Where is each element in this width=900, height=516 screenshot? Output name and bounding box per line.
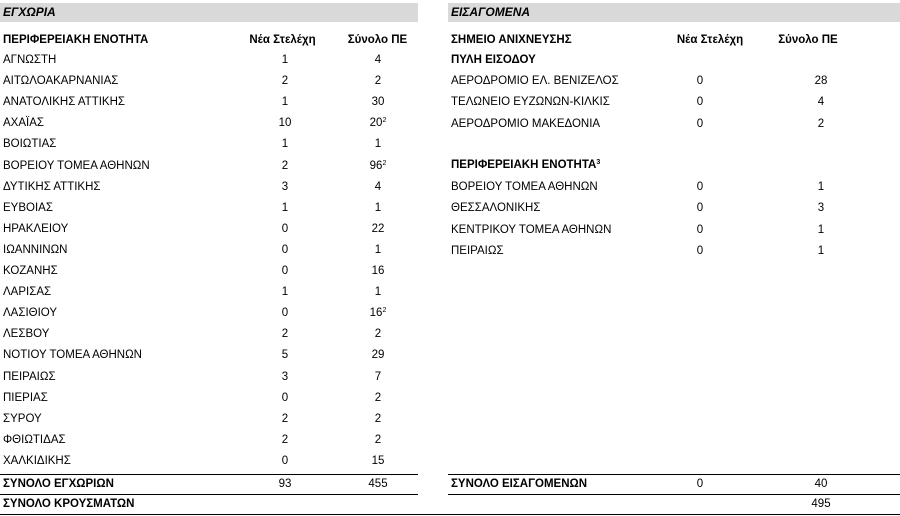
footnote-marker: 2 xyxy=(382,159,387,167)
region-name: ΔΥΤΙΚΗΣ ΑΤΤΙΚΗΣ xyxy=(3,180,101,193)
new-cases-value: 2 xyxy=(281,412,289,425)
region-name: ΠΕΙΡΑΙΩΣ xyxy=(451,244,504,257)
region-name: ΧΑΛΚΙΔΙΚΗΣ xyxy=(3,454,71,467)
total-value-cell xyxy=(343,430,413,451)
total-value: 2 xyxy=(374,433,382,446)
total-value-cell xyxy=(343,92,413,113)
table-row xyxy=(0,219,418,240)
total-value: 2 xyxy=(374,412,382,425)
table-row xyxy=(448,114,900,135)
domestic-total-new: 93 xyxy=(278,478,292,490)
region-name: ΑΧΑΪΑΣ xyxy=(3,117,44,130)
new-cases-value: 0 xyxy=(281,454,289,467)
table-row xyxy=(0,240,418,261)
new-cases-value: 0 xyxy=(281,222,289,235)
region-name: ΠΕΙΡΑΙΩΣ xyxy=(3,370,56,383)
new-cases-value: 0 xyxy=(696,244,704,257)
region-name: ΦΘΙΩΤΙΔΑΣ xyxy=(3,433,66,446)
table-row xyxy=(0,50,418,71)
region-name: ΣΥΡΟΥ xyxy=(3,412,42,425)
region-name: ΙΩΑΝΝΙΝΩΝ xyxy=(3,243,68,256)
total-value-cell xyxy=(343,367,413,388)
total-value: 1 xyxy=(817,244,825,257)
total-value: 2 xyxy=(817,117,825,130)
total-value: 2 xyxy=(374,391,382,404)
imported-total-label: ΣΥΝΟΛΟ ΕΙΣΑΓΟΜΕΝΩΝ xyxy=(451,478,588,490)
imported-total-new: 0 xyxy=(696,478,704,490)
domestic-total-row xyxy=(0,474,418,495)
table-row xyxy=(0,303,418,324)
region-name: ΚΕΝΤΡΙΚΟΥ ΤΟΜΕΑ ΑΘΗΝΩΝ xyxy=(451,223,612,236)
new-cases-column-header: Νέα Στελέχη xyxy=(249,34,316,46)
region-name: ΘΕΣΣΑΛΟΝΙΚΗΣ xyxy=(451,202,541,215)
total-value-cell xyxy=(343,240,413,261)
entry-point-name: ΑΕΡΟΔΡΟΜΙΟ ΕΛ. ΒΕΝΙΖΕΛΟΣ xyxy=(451,75,619,87)
table-row xyxy=(0,451,418,472)
footnote-marker: 2 xyxy=(382,307,387,315)
grand-total-label: ΣΥΝΟΛΟ ΚΡΟΥΣΜΑΤΩΝ xyxy=(3,498,135,510)
total-value: 1 xyxy=(817,181,825,193)
new-cases-value: 0 xyxy=(696,223,704,236)
total-value: 3 xyxy=(817,202,825,215)
table-row xyxy=(448,92,900,113)
new-cases-value: 0 xyxy=(696,117,704,130)
total-value-cell xyxy=(343,345,413,366)
table-row xyxy=(0,388,418,409)
total-value: 2 xyxy=(374,75,382,88)
grand-total-value: 495 xyxy=(811,498,831,510)
table-row xyxy=(0,198,418,219)
table-row xyxy=(0,156,418,177)
point-column-header: ΣΗΜΕΙΟ ΑΝΙΧΝΕΥΣΗΣ xyxy=(451,34,572,46)
total-value-cell xyxy=(343,134,413,155)
total-value-cell xyxy=(343,282,413,303)
total-value-cell xyxy=(343,113,413,134)
imported-total-row xyxy=(448,474,900,495)
table-row xyxy=(0,71,418,92)
total-value: 22 xyxy=(371,222,385,235)
domestic-total-label: ΣΥΝΟΛΟ ΕΓΧΩΡΙΩΝ xyxy=(3,478,114,490)
total-value-cell xyxy=(343,219,413,240)
region-name: ΒΟΡΕΙΟΥ ΤΟΜΕΑ ΑΘΗΝΩΝ xyxy=(3,159,150,172)
region-name: ΚΟΖΑΝΗΣ xyxy=(3,265,58,277)
table-row xyxy=(448,241,900,262)
grand-total-row xyxy=(0,494,900,515)
total-value: 28 xyxy=(814,75,828,87)
table-row xyxy=(0,282,418,303)
total-value: 7 xyxy=(374,370,382,383)
region-name: ΑΙΤΩΛΟΑΚΑΡΝΑΝΙΑΣ xyxy=(3,75,119,88)
total-value: 29 xyxy=(371,349,385,362)
imported-region-subheader xyxy=(448,155,900,176)
table-row xyxy=(448,220,900,241)
table-row xyxy=(0,430,418,451)
total-value: 16 xyxy=(369,307,383,320)
new-cases-value: 2 xyxy=(281,75,289,88)
new-cases-value: 1 xyxy=(281,286,289,299)
total-value: 1 xyxy=(374,286,382,299)
imported-total-column-header: Σύνολο ΠΕ xyxy=(778,34,838,46)
domestic-section-title: ΕΓΧΩΡΙΑ xyxy=(3,5,56,19)
entry-point-name: ΑΕΡΟΔΡΟΜΙΟ ΜΑΚΕΔΟΝΙΑ xyxy=(451,117,601,130)
total-value: 15 xyxy=(371,454,385,467)
entry-point-title: ΠΥΛΗ ΕΙΣΟΔΟΥ xyxy=(451,54,536,66)
total-value-cell xyxy=(343,156,413,177)
table-row xyxy=(0,177,418,198)
total-value: 2 xyxy=(374,328,382,341)
table-row xyxy=(0,324,418,345)
new-cases-value: 0 xyxy=(696,181,704,193)
imported-total-value: 40 xyxy=(814,478,828,490)
imported-new-column-header: Νέα Στελέχη xyxy=(676,34,744,46)
domestic-section-header xyxy=(0,3,418,22)
new-cases-value: 0 xyxy=(281,243,289,256)
total-value-cell xyxy=(343,71,413,92)
table-row xyxy=(448,198,900,219)
table-row xyxy=(0,409,418,430)
new-cases-value: 1 xyxy=(281,201,289,214)
total-value: 4 xyxy=(374,54,382,66)
total-value-cell xyxy=(343,198,413,219)
table-row xyxy=(0,367,418,388)
region-column-header: ΠΕΡΙΦΕΡΕΙΑΚΗ ΕΝΟΤΗΤΑ xyxy=(3,34,149,46)
total-value: 4 xyxy=(817,96,825,109)
new-cases-value: 10 xyxy=(278,117,292,130)
new-cases-value: 2 xyxy=(281,159,289,172)
new-cases-value: 0 xyxy=(696,202,704,215)
total-value: 1 xyxy=(374,138,382,151)
domestic-column-headers xyxy=(0,30,418,51)
total-value: 1 xyxy=(374,201,382,214)
region-name: ΕΥΒΟΙΑΣ xyxy=(3,201,53,214)
total-value-cell xyxy=(343,451,413,472)
region-name: ΒΟΡΕΙΟΥ ΤΟΜΕΑ ΑΘΗΝΩΝ xyxy=(451,181,598,193)
total-value-cell xyxy=(343,50,413,71)
region-name: ΠΙΕΡΙΑΣ xyxy=(3,391,48,404)
region-name: ΗΡΑΚΛΕΙΟΥ xyxy=(3,222,69,235)
new-cases-value: 2 xyxy=(281,328,289,341)
total-value-cell xyxy=(343,261,413,282)
region-name: ΝΟΤΙΟΥ ΤΟΜΕΑ ΑΘΗΝΩΝ xyxy=(3,349,142,362)
region-name: ΑΓΝΩΣΤΗ xyxy=(3,54,57,66)
table-row xyxy=(0,345,418,366)
table-row xyxy=(448,71,900,92)
grand-total-bottom-divider xyxy=(0,514,900,515)
new-cases-value: 0 xyxy=(281,265,289,277)
entry-point-subheader xyxy=(448,50,900,71)
new-cases-value: 1 xyxy=(281,54,289,66)
region-name: ΑΝΑΤΟΛΙΚΗΣ ΑΤΤΙΚΗΣ xyxy=(3,96,126,109)
total-value-cell xyxy=(343,324,413,345)
entry-point-name: ΤΕΛΩΝΕΙΟ ΕΥΖΩΝΩΝ-ΚΙΛΚΙΣ xyxy=(451,96,610,109)
total-value: 1 xyxy=(374,243,382,256)
region-name: ΒΟΙΩΤΙΑΣ xyxy=(3,138,57,151)
region-name: ΛΕΣΒΟΥ xyxy=(3,328,50,341)
table-row xyxy=(0,261,418,282)
new-cases-value: 5 xyxy=(281,349,289,362)
new-cases-value: 3 xyxy=(281,370,289,383)
region-name: ΛΑΡΙΣΑΣ xyxy=(3,286,52,299)
total-value-cell xyxy=(343,177,413,198)
new-cases-value: 2 xyxy=(281,433,289,446)
table-row xyxy=(0,113,418,134)
new-cases-value: 0 xyxy=(281,307,289,320)
total-column-header: Σύνολο ΠΕ xyxy=(347,34,408,46)
region-name: ΛΑΣΙΘΙΟΥ xyxy=(3,307,58,320)
new-cases-value: 0 xyxy=(696,75,704,87)
total-value: 30 xyxy=(371,96,385,109)
imported-column-headers xyxy=(448,30,900,51)
total-value-cell xyxy=(343,409,413,430)
table-row xyxy=(0,92,418,113)
imported-region-title: ΠΕΡΙΦΕΡΕΙΑΚΗ ΕΝΟΤΗΤΑ xyxy=(451,159,597,171)
new-cases-value: 1 xyxy=(281,96,289,109)
total-value: 20 xyxy=(369,117,383,130)
total-value: 16 xyxy=(371,265,385,277)
total-value-cell xyxy=(343,388,413,409)
imported-region-footnote: 3 xyxy=(596,159,601,166)
new-cases-value: 0 xyxy=(696,96,704,109)
total-value: 1 xyxy=(817,223,825,236)
imported-section-header xyxy=(448,3,900,22)
imported-section-title: ΕΙΣΑΓΟΜΕΝΑ xyxy=(451,5,531,19)
table-row xyxy=(448,177,900,198)
total-value: 4 xyxy=(374,180,382,193)
new-cases-value: 3 xyxy=(281,180,289,193)
total-value: 96 xyxy=(369,159,383,172)
table-row xyxy=(0,134,418,155)
new-cases-value: 1 xyxy=(281,138,289,151)
total-value-cell xyxy=(343,303,413,324)
footnote-marker: 2 xyxy=(382,117,387,125)
new-cases-value: 0 xyxy=(281,391,289,404)
domestic-total-value: 455 xyxy=(368,478,388,490)
